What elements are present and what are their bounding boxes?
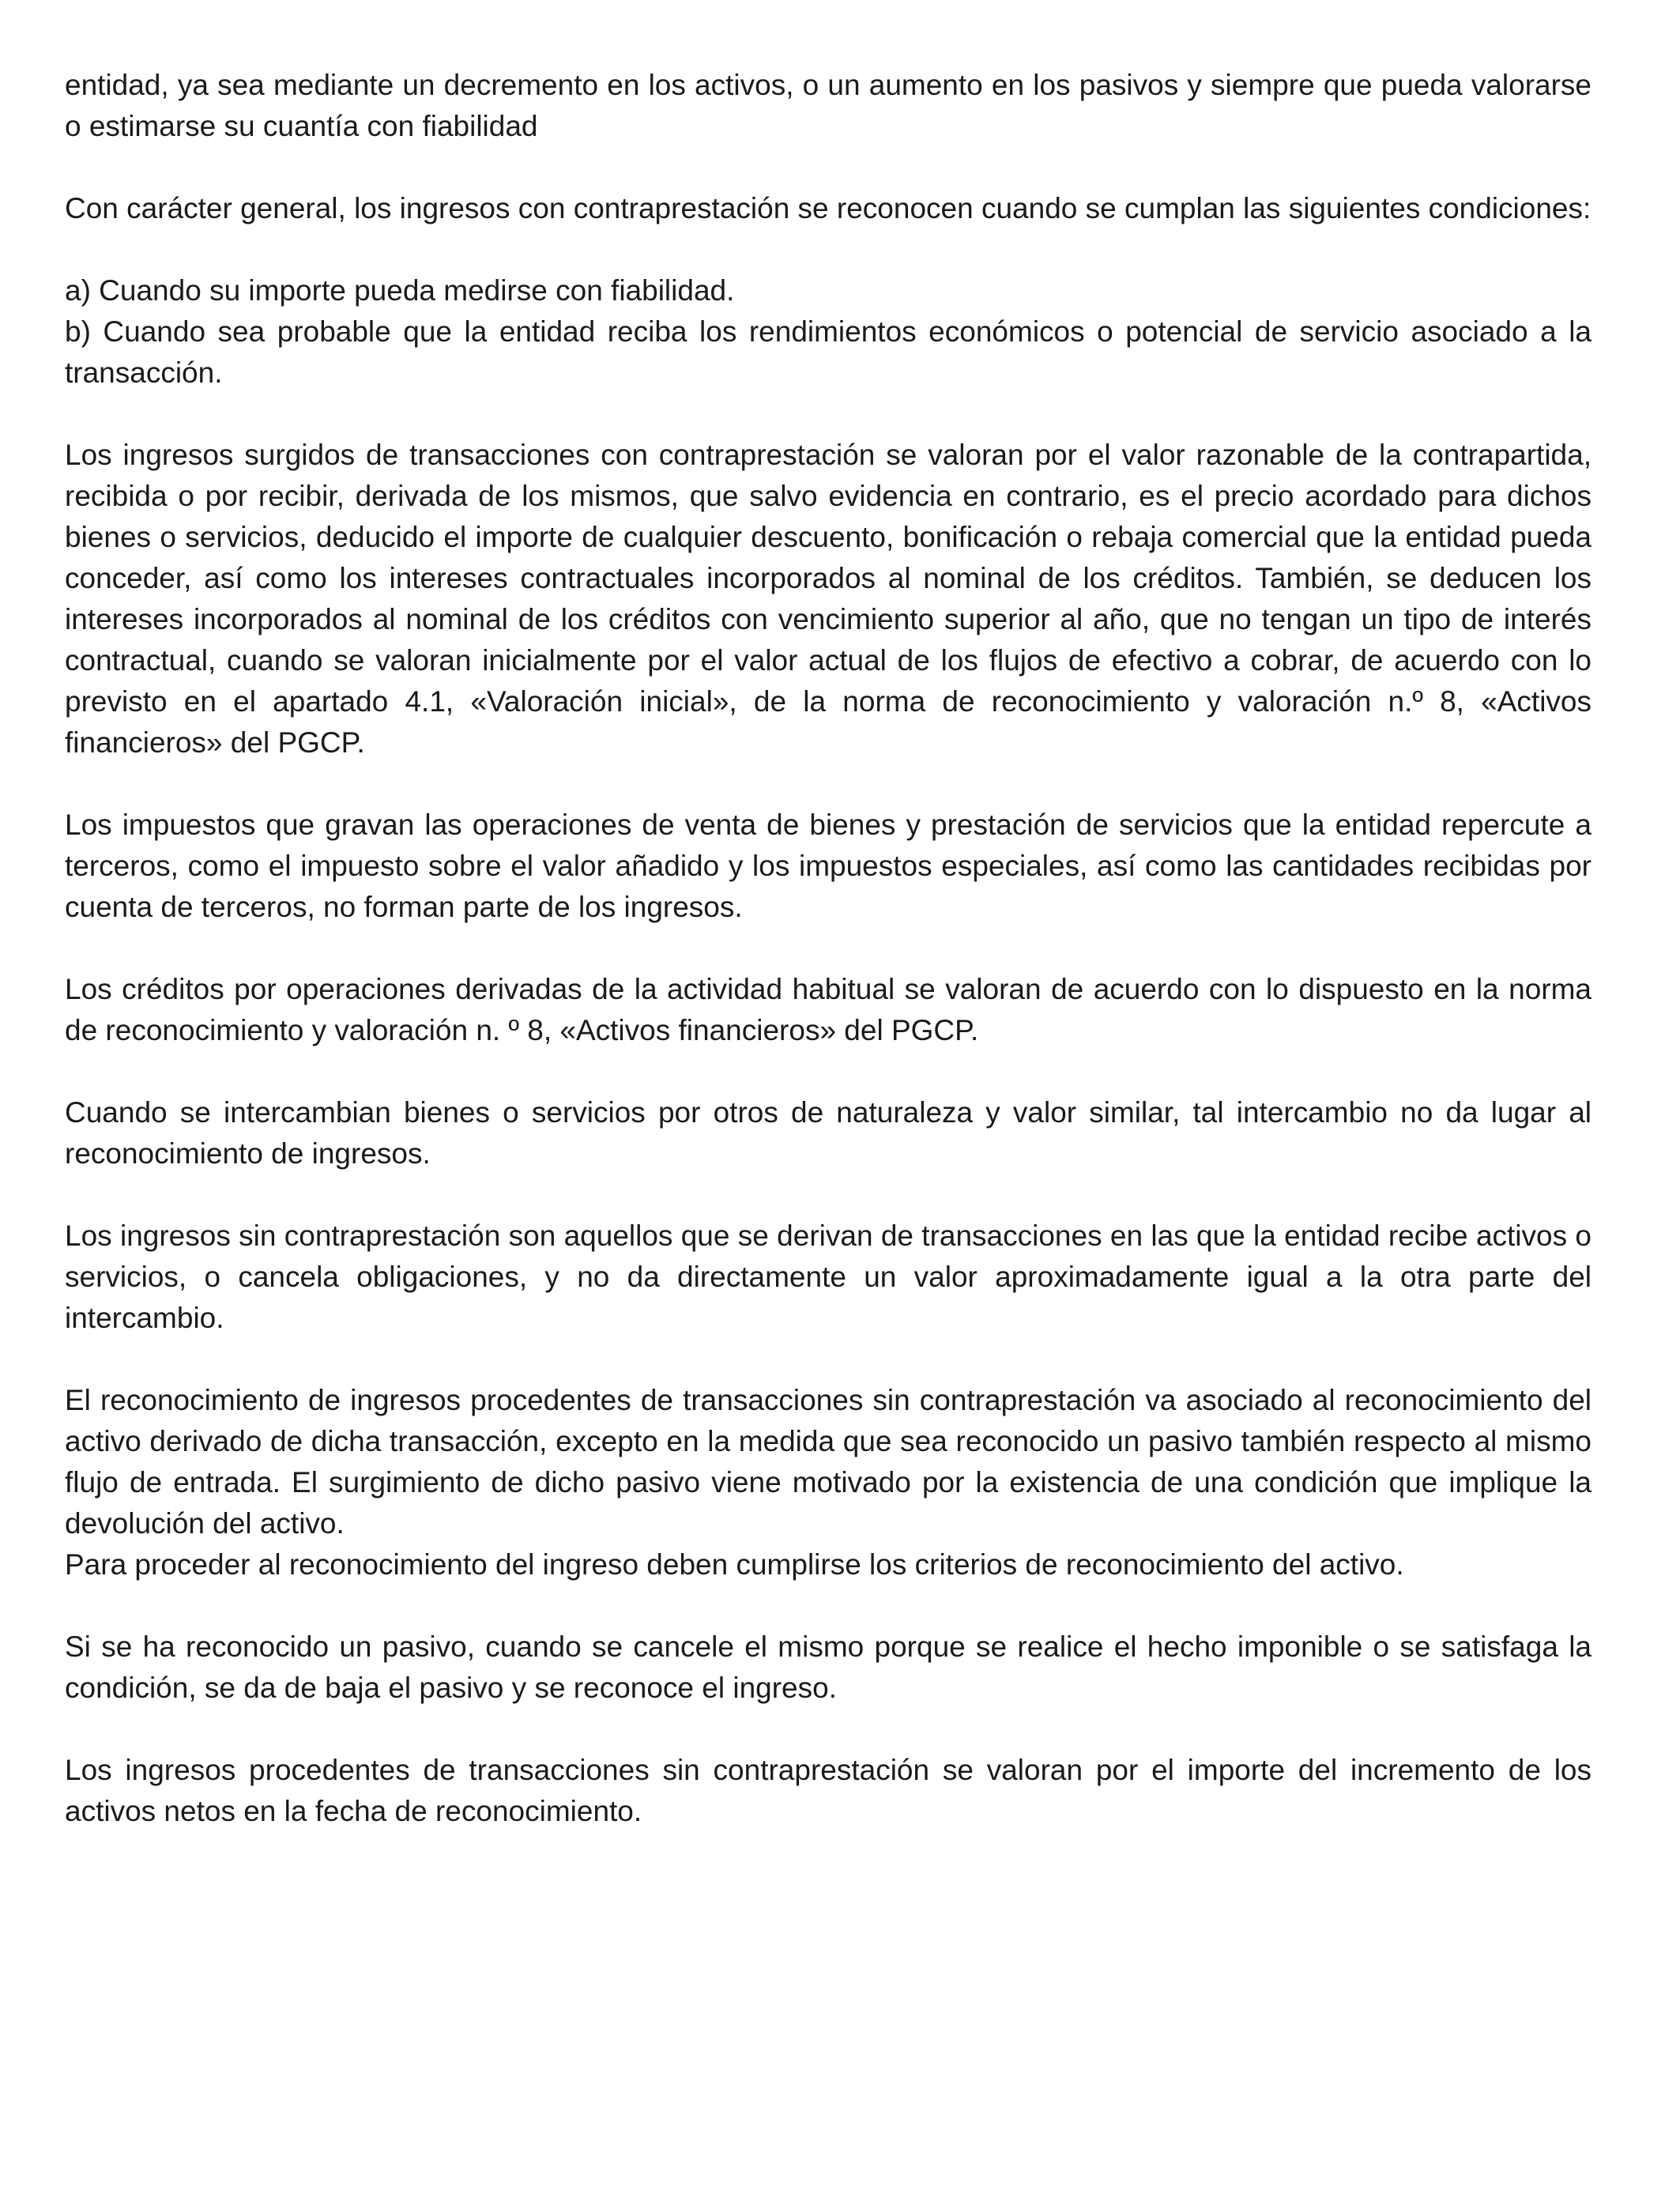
paragraph-recognition-criteria: Para proceder al reconocimiento del ingreso deben cumplirse los criterios de reconocimiento del activo. — [65, 1548, 1404, 1581]
paragraph-intro-continuation: entidad, ya sea mediante un decremento en los activos, o un aumento en los pasivos y siempre que pueda valorarse o estimarse su cuantía con fiabilidad — [65, 69, 1591, 142]
paragraph-valuation-with-consideration: Los ingresos surgidos de transacciones con contraprestación se valoran por el valor razonable de la contrapartida, recibida o por recibir, derivada de los mismos, que salvo evidencia en contrario, es el precio acordado para dichos bienes o servicios, deducido el importe de cualquier descuento, bonificación o rebaja comercial que la entidad pueda conceder, así como los intereses contractuales incorporados al nominal de los créditos. También, se deducen los intereses incorporados al nominal de los créditos con vencimiento superior al año, que no tengan un tipo de interés contractual, cuando se valoran inicialmente por el valor actual de los flujos de efectivo a cobrar, de acuerdo con lo previsto en el apartado 4.1, «Valoración inicial», de la norma de reconocimiento y valoración n.º 8, «Activos financieros» del PGCP. — [65, 439, 1591, 759]
list-item-a: a) Cuando su importe pueda medirse con fiabilidad. — [65, 274, 735, 307]
paragraph-recognition-without-consideration: El reconocimiento de ingresos procedentes de transacciones sin contraprestación va asociado al reconocimiento del activo derivado de dicha transacción, excepto en la medida que sea reconocido un pasivo también respecto al mismo flujo de entrada. El surgimiento de dicho pasivo viene motivado por la existencia de una condición que implique la devolución del activo. — [65, 1384, 1591, 1540]
paragraph-exchange: Cuando se intercambian bienes o servicios por otros de naturaleza y valor similar, tal intercambio no da lugar al reconocimiento de ingresos. — [65, 1096, 1591, 1170]
paragraph-valuation-without-consideration: Los ingresos procedentes de transacciones sin contraprestación se valoran por el importe del incremento de los activos netos en la fecha de reconocimiento. — [65, 1754, 1591, 1827]
document-body — [65, 65, 1591, 1873]
paragraph-general-conditions: Con carácter general, los ingresos con contraprestación se reconocen cuando se cumplan las siguientes condiciones: — [65, 192, 1591, 224]
paragraph-liability-cancellation: Si se ha reconocido un pasivo, cuando se cancele el mismo porque se realice el hecho imponible o se satisfaga la condición, se da de baja el pasivo y se reconoce el ingreso. — [65, 1630, 1591, 1704]
paragraph-taxes: Los impuestos que gravan las operaciones de venta de bienes y prestación de servicios que la entidad repercute a terceros, como el impuesto sobre el valor añadido y los impuestos especiales, así como las cantidades recibidas por cuenta de terceros, no forman parte de los ingresos. — [65, 809, 1591, 923]
list-item-b: b) Cuando sea probable que la entidad reciba los rendimientos económicos o potencial de servicio asociado a la transacción. — [65, 315, 1591, 389]
paragraph-income-without-consideration: Los ingresos sin contraprestación son aquellos que se derivan de transacciones en las que la entidad recibe activos o servicios, o cancela obligaciones, y no da directamente un valor aproximadamente igual a la otra parte del intercambio. — [65, 1220, 1591, 1334]
paragraph-credits: Los créditos por operaciones derivadas de la actividad habitual se valoran de acuerdo con lo dispuesto en la norma de reconocimiento y valoración n. º 8, «Activos financieros» del PGCP. — [65, 973, 1591, 1046]
